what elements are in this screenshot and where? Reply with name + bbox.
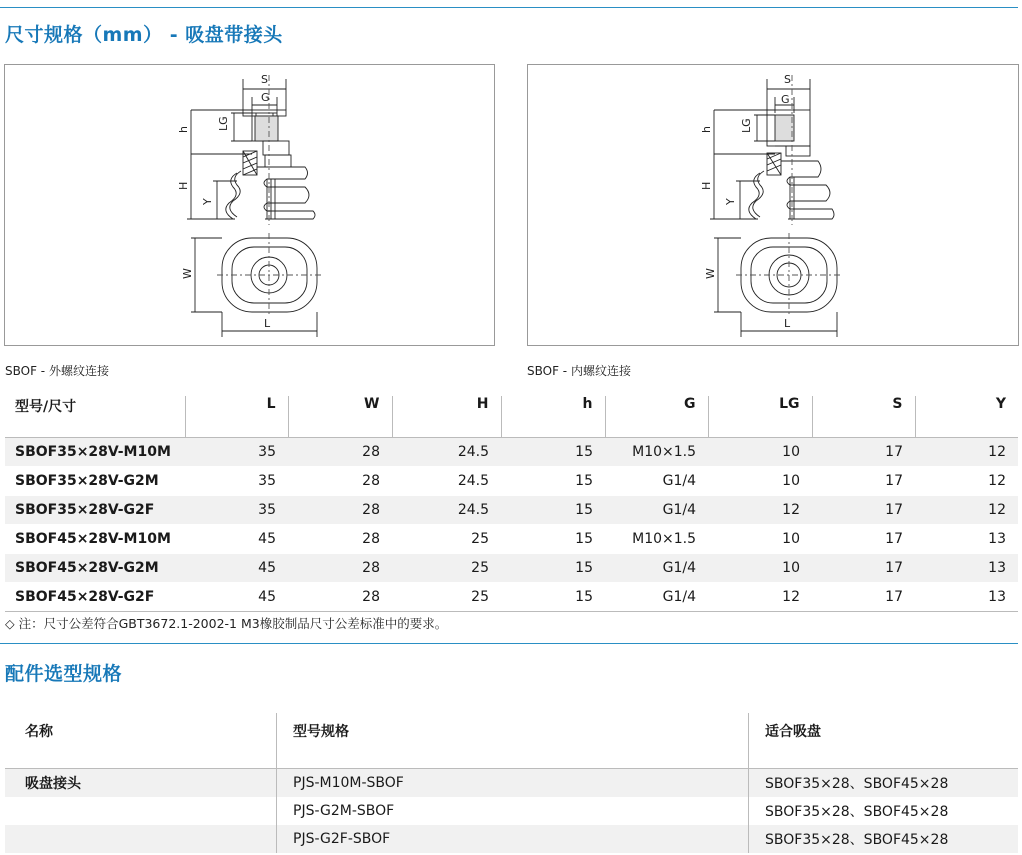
- cell-fit-cup: SBOF35×28、SBOF45×28: [749, 797, 1019, 825]
- cell-model-spec: PJS-G2M-SBOF: [277, 797, 749, 825]
- cell-hh: 25: [471, 531, 489, 547]
- table-row: [5, 825, 1018, 853]
- cell-lg: 10: [782, 473, 800, 489]
- figure-external-thread: [4, 64, 495, 346]
- table-row: [5, 769, 1018, 798]
- col-header-l: L: [185, 396, 288, 438]
- cell-s: 17: [885, 560, 903, 576]
- col-header-s: S: [812, 396, 915, 438]
- col-header-h: h: [501, 396, 605, 438]
- cell-g: M10×1.5: [632, 531, 696, 547]
- cell-model: SBOF45×28V-M10M: [15, 531, 171, 547]
- dim-label-s: S: [261, 73, 268, 86]
- cell-name: [5, 797, 277, 825]
- cell-w: 28: [362, 531, 380, 547]
- cell-lg: 12: [782, 589, 800, 605]
- tolerance-note: ◇ 注：尺寸公差符合GBT3672.1-2002-1 M3橡胶制品尺寸公差标准中的要求。: [5, 616, 448, 631]
- cell-l: 35: [258, 473, 276, 489]
- section-divider: [0, 643, 1018, 644]
- cell-y: 12: [988, 444, 1006, 460]
- cell-h: 15: [575, 502, 593, 518]
- cell-h: 15: [575, 473, 593, 489]
- dim-label-hh: H: [177, 181, 190, 190]
- cell-y: 13: [988, 531, 1006, 547]
- cell-l: 45: [258, 589, 276, 605]
- cell-g: G1/4: [662, 473, 696, 489]
- cell-hh: 25: [471, 589, 489, 605]
- cell-model: SBOF35×28V-G2M: [15, 473, 159, 489]
- dim-label-y: Y: [201, 198, 214, 205]
- cell-name: [5, 825, 277, 853]
- dim-label-g: G: [261, 91, 270, 104]
- cell-y: 13: [988, 589, 1006, 605]
- dim-label-h: h: [177, 126, 190, 133]
- figure-caption-left: SBOF - 外螺纹连接: [5, 364, 109, 378]
- table-row: [5, 438, 1018, 467]
- cell-w: 28: [362, 560, 380, 576]
- cell-y: 13: [988, 560, 1006, 576]
- cell-w: 28: [362, 502, 380, 518]
- cell-w: 28: [362, 589, 380, 605]
- dim-label-w: W: [181, 268, 194, 279]
- cell-l: 35: [258, 502, 276, 518]
- cell-s: 17: [885, 444, 903, 460]
- cell-l: 35: [258, 444, 276, 460]
- cell-s: 17: [885, 502, 903, 518]
- dim-label-s: S: [784, 73, 791, 86]
- spec-table: [5, 396, 1018, 612]
- cell-model-spec: PJS-G2F-SBOF: [277, 825, 749, 853]
- table-row: [5, 496, 1018, 525]
- dim-label-hh: H: [700, 181, 713, 190]
- cell-fit-cup: SBOF35×28、SBOF45×28: [749, 825, 1019, 853]
- section-title-dimensions: 尺寸规格（mm） - 吸盘带接头: [5, 24, 283, 46]
- accessory-table: [5, 713, 1018, 853]
- cell-w: 28: [362, 473, 380, 489]
- col-header-model: 型号/尺寸: [15, 399, 77, 415]
- dim-label-w: W: [704, 268, 717, 279]
- cell-h: 15: [575, 531, 593, 547]
- cell-l: 45: [258, 560, 276, 576]
- cell-hh: 25: [471, 560, 489, 576]
- drawing-external-thread: [5, 65, 494, 345]
- table-row: [5, 797, 1018, 825]
- dim-label-y: Y: [724, 198, 737, 205]
- dim-label-lg: LG: [217, 116, 230, 131]
- cell-h: 15: [575, 444, 593, 460]
- cell-g: M10×1.5: [632, 444, 696, 460]
- cell-g: G1/4: [662, 560, 696, 576]
- cell-h: 15: [575, 560, 593, 576]
- cell-s: 17: [885, 473, 903, 489]
- spec-table-header: [5, 396, 1018, 438]
- col-header-name: 名称: [25, 724, 53, 740]
- dim-label-lg: LG: [740, 118, 753, 133]
- cell-hh: 24.5: [457, 444, 489, 460]
- table-row: [5, 583, 1018, 612]
- col-header-g: G: [605, 396, 708, 438]
- col-header-model-spec: 型号规格: [277, 713, 749, 769]
- cell-y: 12: [988, 502, 1006, 518]
- cell-hh: 24.5: [457, 473, 489, 489]
- cell-y: 12: [988, 473, 1006, 489]
- cell-lg: 10: [782, 444, 800, 460]
- cell-lg: 10: [782, 560, 800, 576]
- cell-w: 28: [362, 444, 380, 460]
- dim-label-l: L: [784, 317, 791, 330]
- table-row: [5, 467, 1018, 496]
- cell-model-spec: PJS-M10M-SBOF: [277, 769, 749, 798]
- cell-s: 17: [885, 531, 903, 547]
- cell-name: 吸盘接头: [25, 776, 81, 792]
- table-row: [5, 554, 1018, 583]
- figure-internal-thread: [527, 64, 1019, 346]
- cell-hh: 24.5: [457, 502, 489, 518]
- col-header-lg: LG: [708, 396, 812, 438]
- cell-lg: 10: [782, 531, 800, 547]
- top-rule: [0, 7, 1018, 8]
- cell-model: SBOF45×28V-G2M: [15, 560, 159, 576]
- dim-label-g: G: [781, 93, 790, 106]
- cell-model: SBOF35×28V-M10M: [15, 444, 171, 460]
- section-title-accessories: 配件选型规格: [5, 663, 123, 685]
- table-row: [5, 525, 1018, 554]
- cell-s: 17: [885, 589, 903, 605]
- cell-model: SBOF45×28V-G2F: [15, 589, 155, 605]
- dim-label-l: L: [264, 317, 271, 330]
- cell-h: 15: [575, 589, 593, 605]
- accessory-table-header: [5, 713, 1018, 769]
- drawing-internal-thread: [528, 65, 1018, 345]
- col-header-fit-cup: 适合吸盘: [749, 713, 1019, 769]
- cell-g: G1/4: [662, 502, 696, 518]
- dim-label-h: h: [700, 126, 713, 133]
- figure-caption-right: SBOF - 内螺纹连接: [527, 364, 631, 378]
- col-header-w: W: [288, 396, 392, 438]
- cell-l: 45: [258, 531, 276, 547]
- col-header-hh: H: [392, 396, 501, 438]
- cell-g: G1/4: [662, 589, 696, 605]
- col-header-y: Y: [915, 396, 1018, 438]
- cell-fit-cup: SBOF35×28、SBOF45×28: [749, 769, 1019, 798]
- cell-model: SBOF35×28V-G2F: [15, 502, 155, 518]
- cell-lg: 12: [782, 502, 800, 518]
